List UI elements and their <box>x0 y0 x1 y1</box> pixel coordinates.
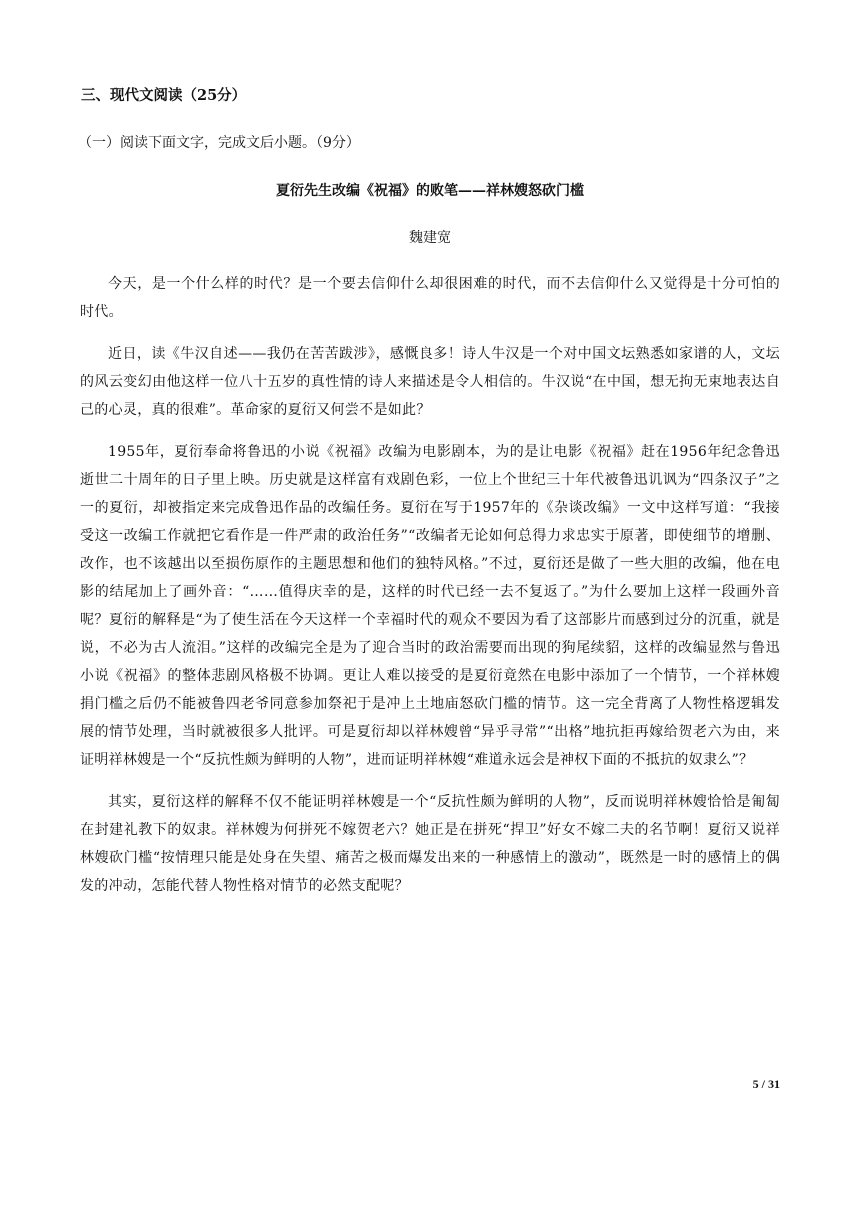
article-author: 魏建宽 <box>409 230 451 246</box>
paragraph: 其实，夏衍这样的解释不仅不能证明祥林嫂是一个“反抗性颇为鲜明的人物”，反而说明祥林嫂恰恰是匍匐在封建礼教下的奴隶。祥林嫂为何拼死不嫁贺老六？她正是在拼死“捍卫”好女不嫁二夫的名节啊！夏衍又说祥林嫂砍门槛“按情理只能是处身在失望、痛苦之极而爆发出来的一种感情上的激动”，既然是一时的感情上的偶发的冲动，怎能代替人物性格对情节的必然支配呢？ <box>80 794 780 894</box>
article-title: 夏衍先生改编《祝福》的败笔——祥林嫂怒砍门槛 <box>276 183 584 199</box>
reading-instruction: （一）阅读下面文字，完成文后小题。（9分） <box>78 135 360 151</box>
article-body <box>80 270 780 914</box>
section-heading: 三、现代文阅读（25分） <box>81 87 247 104</box>
page-number: 5 / 31 <box>752 1077 780 1091</box>
paragraph: 1955年，夏衍奉命将鲁迅的小说《祝福》改编为电影剧本，为的是让电影《祝福》赶在1956年纪念鲁迅逝世二十周年的日子里上映。历史就是这样富有戏剧色彩，一位上个世纪三十年代被鲁迅讥讽为“四条汉子”之一的夏衍，却被指定来完成鲁迅作品的改编任务。夏衍在写于1957年的《杂谈改编》一文中这样写道：“我接受这一改编工作就把它看作是一件严肃的政治任务”“改编者无论如何总得力求忠实于原著，即使细节的增删、改作，也不该越出以至损伤原作的主题思想和他们的独特风格。”不过，夏衍还是做了一些大胆的改编，他在电影的结尾加上了画外音：“……值得庆幸的是，这样的时代已经一去不复返了。”为什么要加上这样一段画外音呢？夏衍的解释是“为了使生活在今天这样一个幸福时代的观众不要因为看了这部影片而感到过分的沉重，就是说，不必为古人流泪。”这样的改编完全是为了迎合当时的政治需要而出现的狗尾续貂，这样的改编显然与鲁迅小说《祝福》的整体悲剧风格极不协调。更让人难以接受的是夏衍竟然在电影中添加了一个情节，一个祥林嫂捐门槛之后仍不能被鲁四老爷同意参加祭祀于是冲上土地庙怒砍门槛的情节。这一完全背离了人物性格逻辑发展的情节处理，当时就被很多人批评。可是夏衍却以祥林嫂曾“异乎寻常”“出格”地抗拒再嫁给贺老六为由，来证明祥林嫂是一个“反抗性颇为鲜明的人物”，进而证明祥林嫂“难道永远会是神权下面的不抵抗的奴隶么”？ <box>80 444 780 768</box>
paragraph: 今天，是一个什么样的时代？是一个要去信仰什么却很困难的时代，而不去信仰什么又觉得是十分可怕的时代。 <box>80 276 780 320</box>
paragraph: 近日，读《牛汉自述——我仍在苦苦跋涉》，感慨良多！诗人牛汉是一个对中国文坛熟悉如家谱的人，文坛的风云变幻由他这样一位八十五岁的真性情的诗人来描述是令人相信的。牛汉说“在中国，想无拘无束地表达自己的心灵，真的很难”。革命家的夏衍又何尝不是如此？ <box>80 346 780 418</box>
